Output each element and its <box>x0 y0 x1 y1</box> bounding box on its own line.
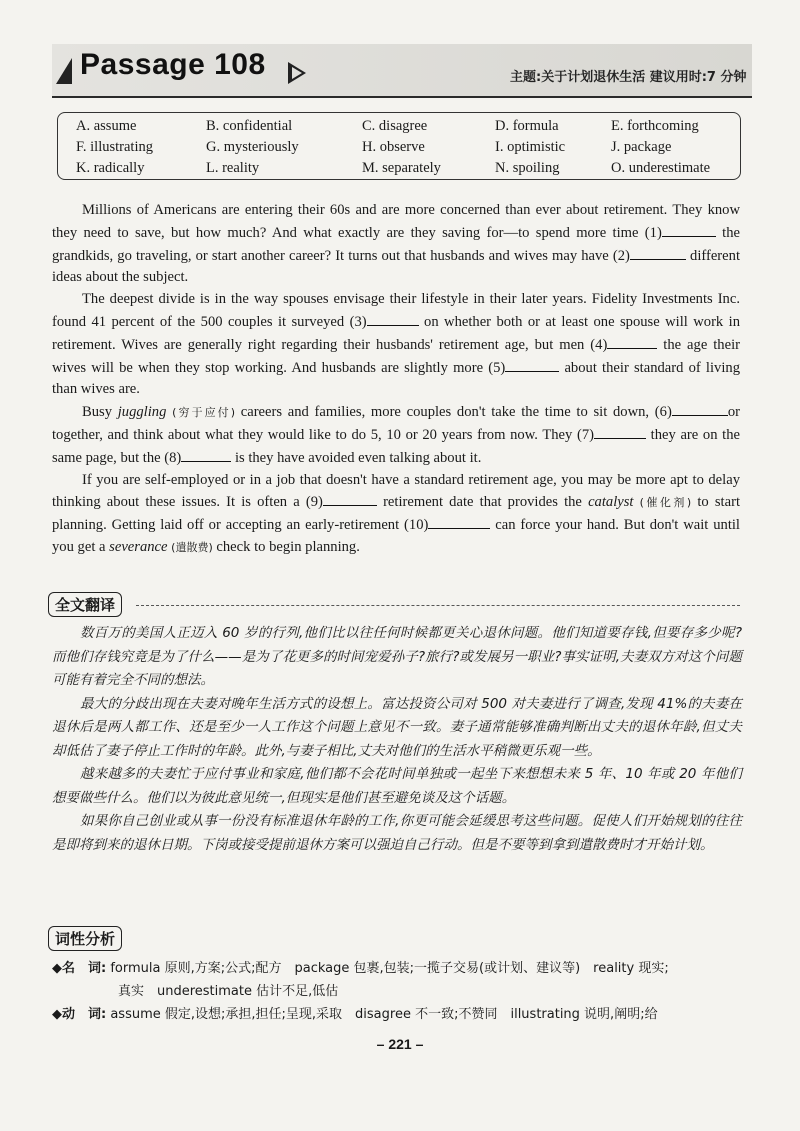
word-option: I. optimistic <box>495 139 566 155</box>
word-option: N. spoiling <box>495 160 560 176</box>
term-catalyst-cn: (催化剂) <box>639 496 692 510</box>
word-option: J. package <box>611 139 672 155</box>
vocab-noun-row: ◆名 词: formula 原则,方案;公式;配方 package 包裹,包装;一揽子交易(或计划、建议等) reality 现实; <box>52 961 669 976</box>
triangle-left-icon <box>56 58 72 84</box>
topic-label: 主题:关于计划退休生活 建议用时:7 分钟 <box>510 70 747 85</box>
vocab-verb-row: ◆动 词: assume 假定,设想;承担,担任;呈现,采取 disagree 不一致;不赞同 illustrating 说明,阐明;给 <box>52 1007 658 1022</box>
passage-paragraph-3: Busy juggling (穷于应付) careers and families, more couples don't take the time to sit down, (6) or together, and think about what they would like to do 5, 10 or 20 years from now. They (7) they are on the same page, but the (8) is they have avoided even talking about it. <box>52 401 740 469</box>
word-option: G. mysteriously <box>206 139 299 155</box>
term-severance-cn: (遣散费) <box>171 540 213 554</box>
blank-5: (5) <box>488 359 506 376</box>
passage-paragraph-1: Millions of Americans are entering their 60s and are more concerned than ever about retirement. They know they need to save, but how much? And what exactly are they saving for—to spend more time (1) the grandkids, go traveling, or start another career? It turns out that husbands and wives may have (2) different ideas about the subject. <box>52 202 740 286</box>
word-option: D. formula <box>495 118 559 134</box>
translation-tag: 全文翻译 <box>48 592 122 617</box>
passage-paragraph-2: The deepest divide is in the way spouses envisage their lifestyle in their later years. Fidelity Investments Inc. found 41 percent of the 500 couples it surveyed (3) on whether both or at least one spouse will work in retirement. Wives are generally right regarding their husbands' retirement age, but men (4) the age their wives will be when they stop working. And husbands are slightly more (5) about their standard of living than wives are. <box>52 291 740 398</box>
blank-1: (1) <box>644 224 662 241</box>
blank-4: (4) <box>590 336 608 353</box>
word-option: E. forthcoming <box>611 118 699 134</box>
translation-heading <box>48 592 740 618</box>
noun-label: ◆名 词: <box>52 961 107 976</box>
word-option: B. confidential <box>206 118 293 134</box>
word-option: F. illustrating <box>76 139 153 155</box>
vocab-heading <box>48 926 740 952</box>
term-juggling-cn: (穷于应付) <box>172 406 236 420</box>
blank-3: (3) <box>349 313 367 330</box>
word-option: O. underestimate <box>611 160 711 176</box>
vocab-body <box>52 957 752 1026</box>
translation-paragraph: 最大的分歧出现在夫妻对晚年生活方式的设想上。富达投资公司对 500 对夫妻进行了调查,发现 41%的夫妻在退休后是两人都工作、还是至少一人工作这个问题上意见不一致。妻子通常能够准确判断出丈夫的退休年龄,但丈夫却低估了妻子停止工作时的年龄。此外,与妻子相比,丈夫对他们的生活水平稍微更乐观一些。 <box>52 695 742 759</box>
term-juggling: juggling <box>117 404 167 421</box>
word-option: K. radically <box>76 160 145 176</box>
triangle-right-icon <box>288 62 306 84</box>
word-option: A. assume <box>76 118 137 134</box>
page-number: – 221 – <box>376 1036 424 1052</box>
blank-8: (8) <box>164 449 182 466</box>
term-catalyst: catalyst <box>588 494 634 511</box>
vocab-noun-cont: 真实 underestimate 估计不足,低估 <box>118 984 339 999</box>
term-severance: severance <box>109 538 168 555</box>
passage-header <box>52 44 752 98</box>
word-option: M. separately <box>362 160 441 176</box>
passage-paragraph-4: If you are self-employed or in a job that doesn't have a standard retirement age, you may be more apt to delay thinking about these issues. It is often a (9) retirement date that provides the catalyst (催化剂) to start planning. Getting laid off or accepting an early-retirement (10) can force your hand. But don't wait until you get a severance (遣散费) check to begin planning. <box>52 471 740 555</box>
blank-6: (6) <box>654 404 672 421</box>
word-bank-grid <box>76 117 736 178</box>
dashed-divider <box>136 605 740 606</box>
passage-title: Passage 108 <box>80 48 266 81</box>
word-bank <box>57 112 741 180</box>
vocab-tag: 词性分析 <box>48 926 122 951</box>
verb-label: ◆动 词: <box>52 1007 107 1022</box>
word-option: L. reality <box>206 160 260 176</box>
translation-paragraph: 数百万的美国人正迈入 60 岁的行列,他们比以往任何时候都更关心退休问题。他们知道要存钱,但要存多少呢?而他们存钱究竟是为了什么——是为了花更多的时间宠爱孙子?旅行?或发展另一职业?事实证明,夫妻双方对这个问题可能有着完全不同的想法。 <box>52 625 742 688</box>
blank-9: (9) <box>305 494 323 511</box>
passage-body <box>52 200 740 559</box>
blank-2: (2) <box>612 247 630 264</box>
blank-7: (7) <box>576 426 595 443</box>
translation-body <box>52 622 742 857</box>
blank-10: (10) <box>404 517 429 534</box>
word-option: C. disagree <box>362 118 428 134</box>
word-option: H. observe <box>362 139 425 155</box>
translation-paragraph: 越来越多的夫妻忙于应付事业和家庭,他们都不会花时间单独或一起坐下来想想未来 5 年、10 年或 20 年他们想要做些什么。他们以为彼此意见统一,但现实是他们甚至避免谈及这个话题。 <box>52 766 742 806</box>
translation-paragraph: 如果你自己创业或从事一份没有标准退休年龄的工作,你更可能会延缓思考这些问题。促使人们开始规划的往往是即将到来的退休日期。下岗或接受提前退休方案可以强迫自己行动。但是不要等到拿到遣散费时才开始计划。 <box>52 813 742 853</box>
